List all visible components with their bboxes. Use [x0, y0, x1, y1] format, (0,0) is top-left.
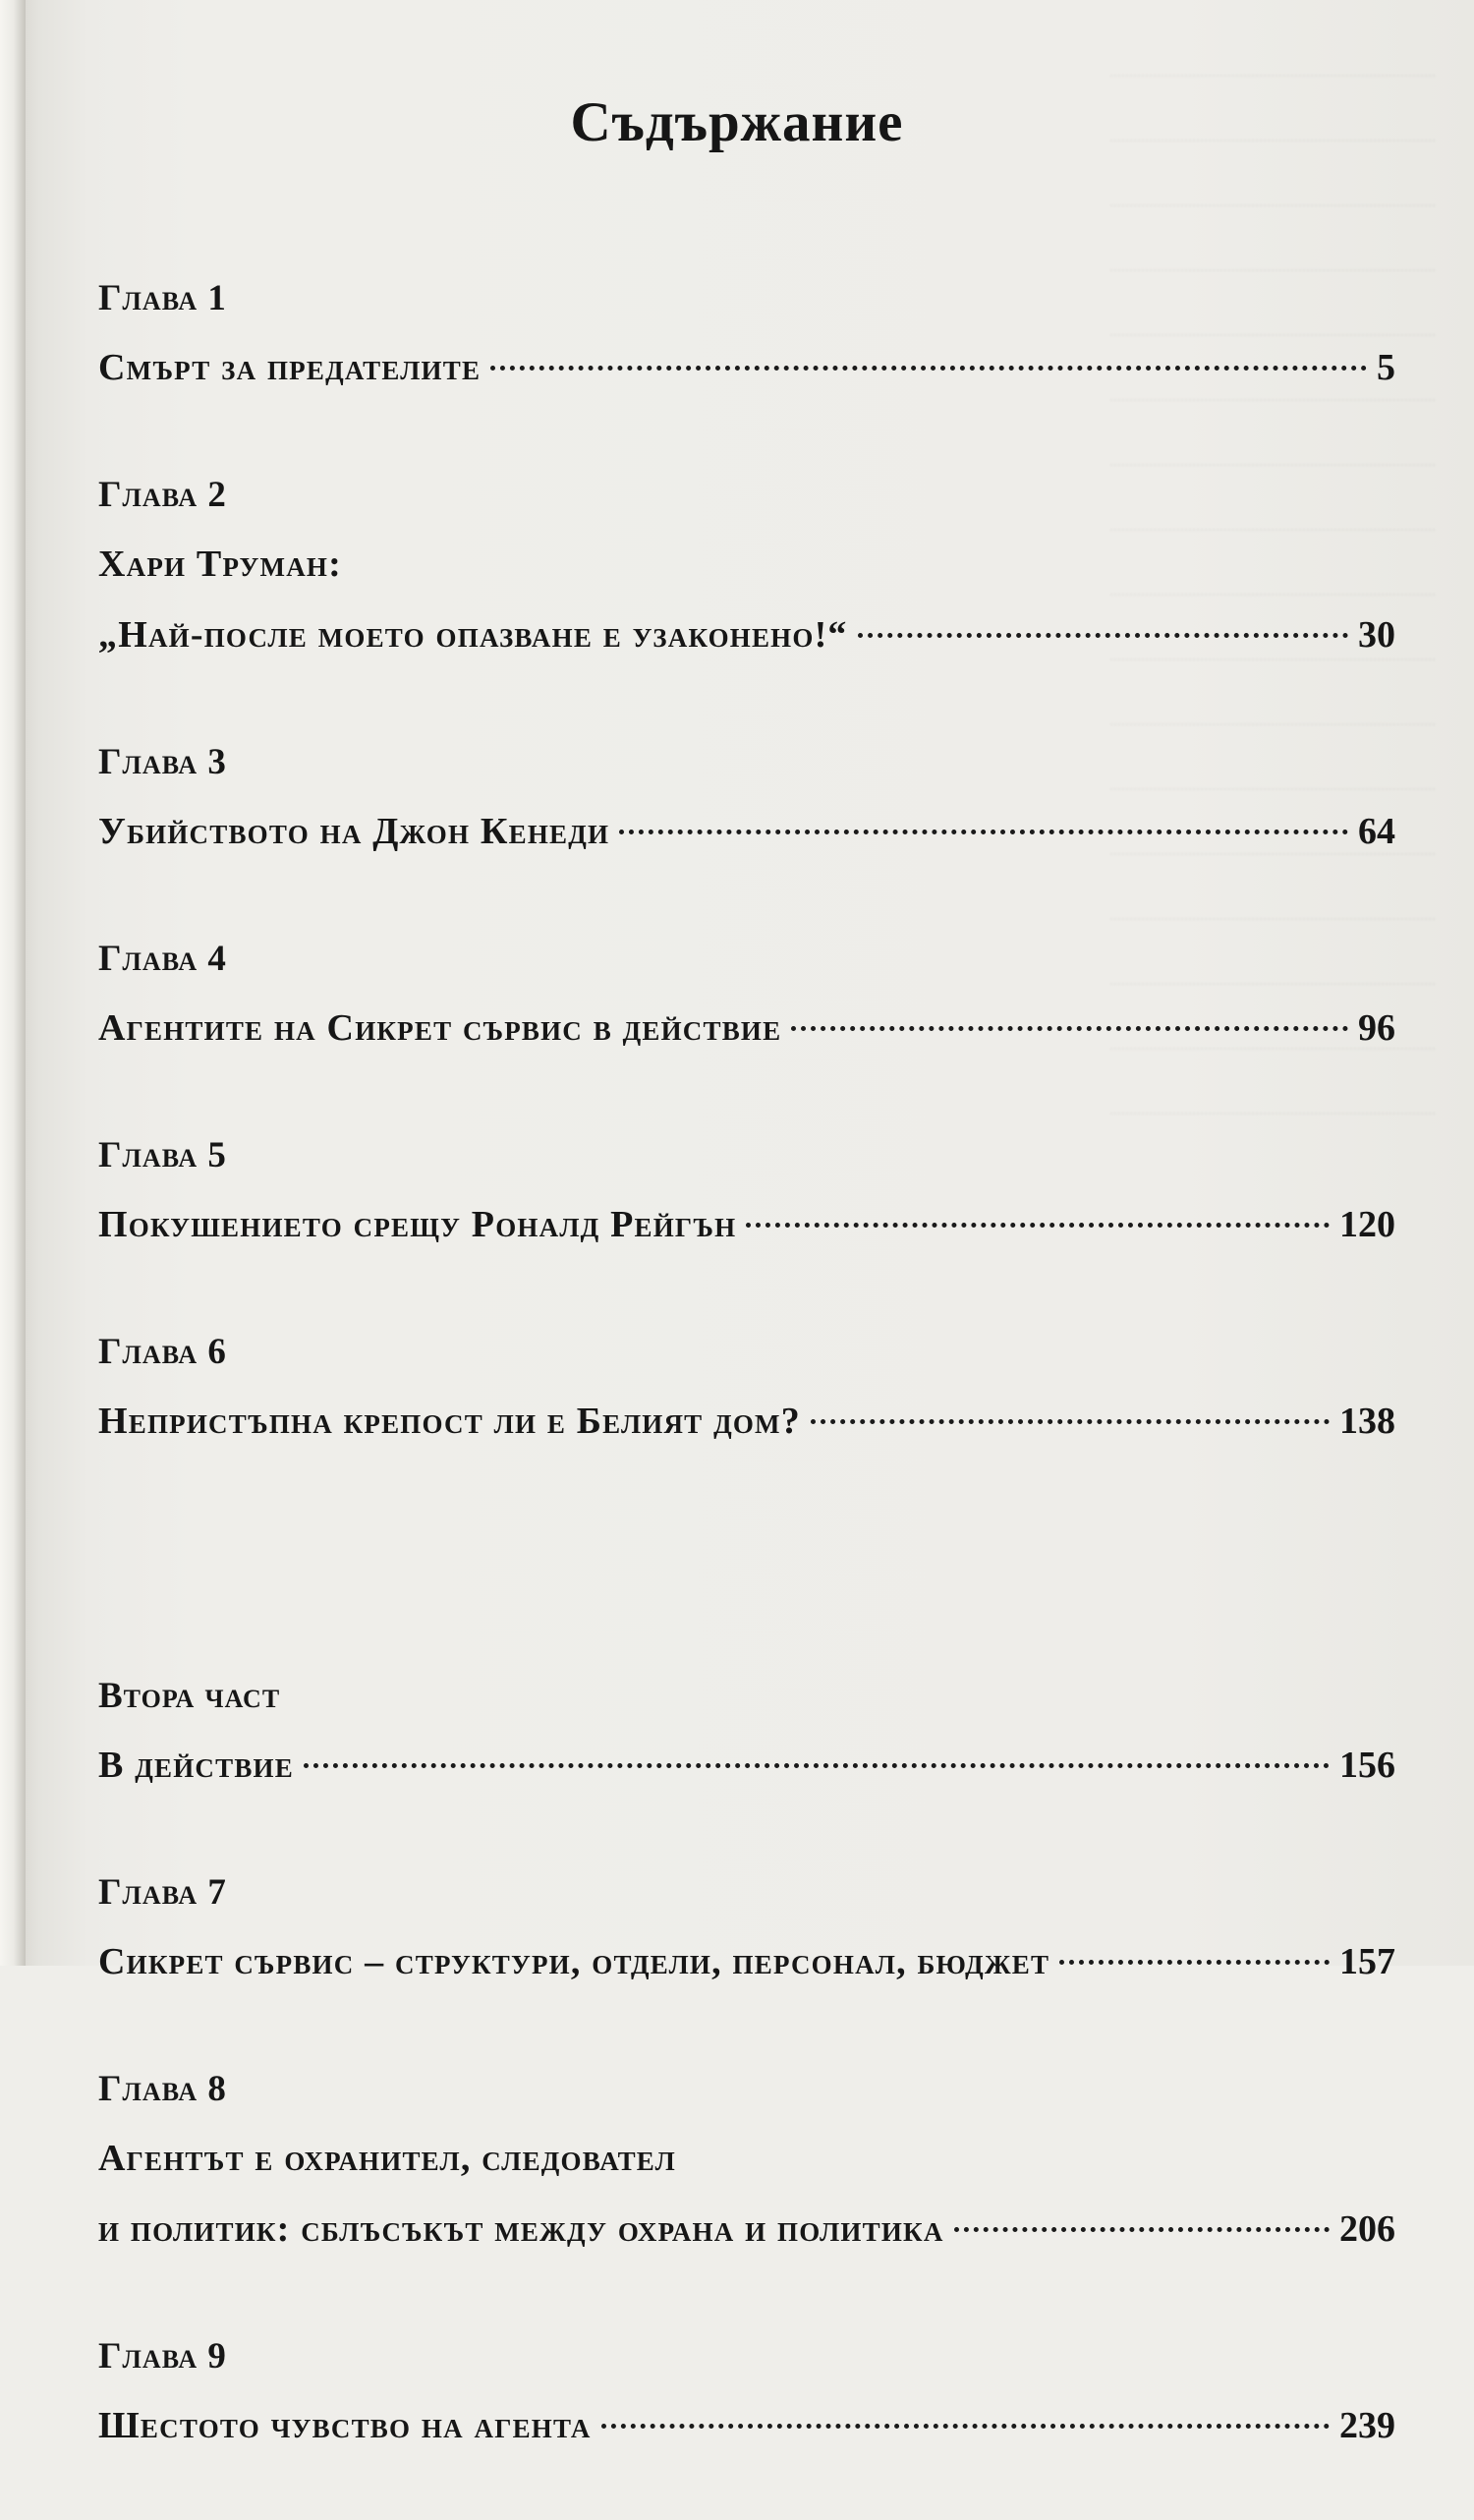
dot-leader [304, 1763, 1330, 1768]
entry-title: Шестото чувство на агента [98, 2405, 592, 2446]
toc-chapter-1 [98, 265, 1395, 403]
toc-part-2 [98, 1663, 1395, 1801]
table-of-contents [98, 265, 1395, 2520]
chapter-label: Глава 4 [98, 939, 227, 979]
page-gutter [0, 0, 26, 1966]
toc-entry [98, 1386, 1395, 1457]
chapter-label: Глава 2 [98, 475, 227, 515]
entry-title-line: Агентът е охранител, следовател [98, 2138, 676, 2179]
chapter-label: Глава 5 [98, 1135, 227, 1175]
toc-chapter-9 [98, 2323, 1395, 2461]
toc-entry [98, 1189, 1395, 1260]
chapter-label: Глава 7 [98, 1872, 227, 1913]
toc-entry [98, 2194, 1395, 2264]
entry-title: и политик: сблъсъкът между охрана и политика [98, 2208, 944, 2250]
dot-leader [858, 633, 1348, 638]
entry-title: Убийството на Джон Кенеди [98, 811, 610, 852]
toc-chapter-7 [98, 1860, 1395, 1997]
page-number: 206 [1339, 2208, 1395, 2250]
toc-chapter-2 [98, 462, 1395, 670]
page-number: 120 [1339, 1204, 1395, 1245]
entry-title: Агентите на Сикрет сървис в действие [98, 1007, 782, 1049]
toc-title: Съдържание [570, 91, 904, 153]
chapter-label: Глава 6 [98, 1332, 227, 1372]
dot-leader [954, 2227, 1330, 2232]
toc-chapter-4 [98, 926, 1395, 1063]
dot-leader [619, 830, 1348, 834]
toc-entry [98, 1926, 1395, 1997]
entry-title: Покушението срещу Роналд Рейгън [98, 1204, 737, 1245]
dot-leader [490, 366, 1367, 371]
toc-entry [98, 332, 1395, 403]
page-number: 157 [1339, 1941, 1395, 1982]
entry-title: „Най-после моето опазване е узаконено!“ [98, 614, 848, 656]
toc-chapter-3 [98, 729, 1395, 867]
toc-entry [98, 2390, 1395, 2461]
toc-entry [98, 796, 1395, 867]
entry-title: Смърт за предателите [98, 347, 482, 388]
chapter-label: Глава 9 [98, 2336, 227, 2377]
dot-leader [746, 1223, 1330, 1228]
page-number: 239 [1339, 2405, 1395, 2446]
chapter-label: Глава 8 [98, 2069, 227, 2109]
part-label: Втора част [98, 1676, 281, 1716]
toc-entry [98, 993, 1395, 1063]
dot-leader [811, 1419, 1330, 1424]
section-spacer [98, 1516, 1395, 1663]
entry-title: В действие [98, 1745, 294, 1786]
entry-title: Непристъпна крепост ли е Белият дом? [98, 1401, 801, 1442]
entry-title: Сикрет сървис – структури, отдели, персонал, бюджет [98, 1941, 1050, 1982]
toc-entry [98, 600, 1395, 670]
toc-entry [98, 1730, 1395, 1801]
dot-leader [1059, 1960, 1330, 1965]
dot-leader [791, 1026, 1348, 1031]
page-number: 30 [1358, 614, 1395, 656]
toc-chapter-6 [98, 1319, 1395, 1457]
entry-title-line: Хари Труман: [98, 544, 342, 585]
page-number: 5 [1377, 347, 1395, 388]
dot-leader [601, 2424, 1330, 2429]
page-number: 96 [1358, 1007, 1395, 1049]
toc-chapter-8 [98, 2056, 1395, 2264]
toc-chapter-5 [98, 1122, 1395, 1260]
page-number: 156 [1339, 1745, 1395, 1786]
chapter-label: Глава 3 [98, 742, 227, 782]
chapter-label: Глава 1 [98, 278, 227, 318]
page-number: 64 [1358, 811, 1395, 852]
page-number: 138 [1339, 1401, 1395, 1442]
